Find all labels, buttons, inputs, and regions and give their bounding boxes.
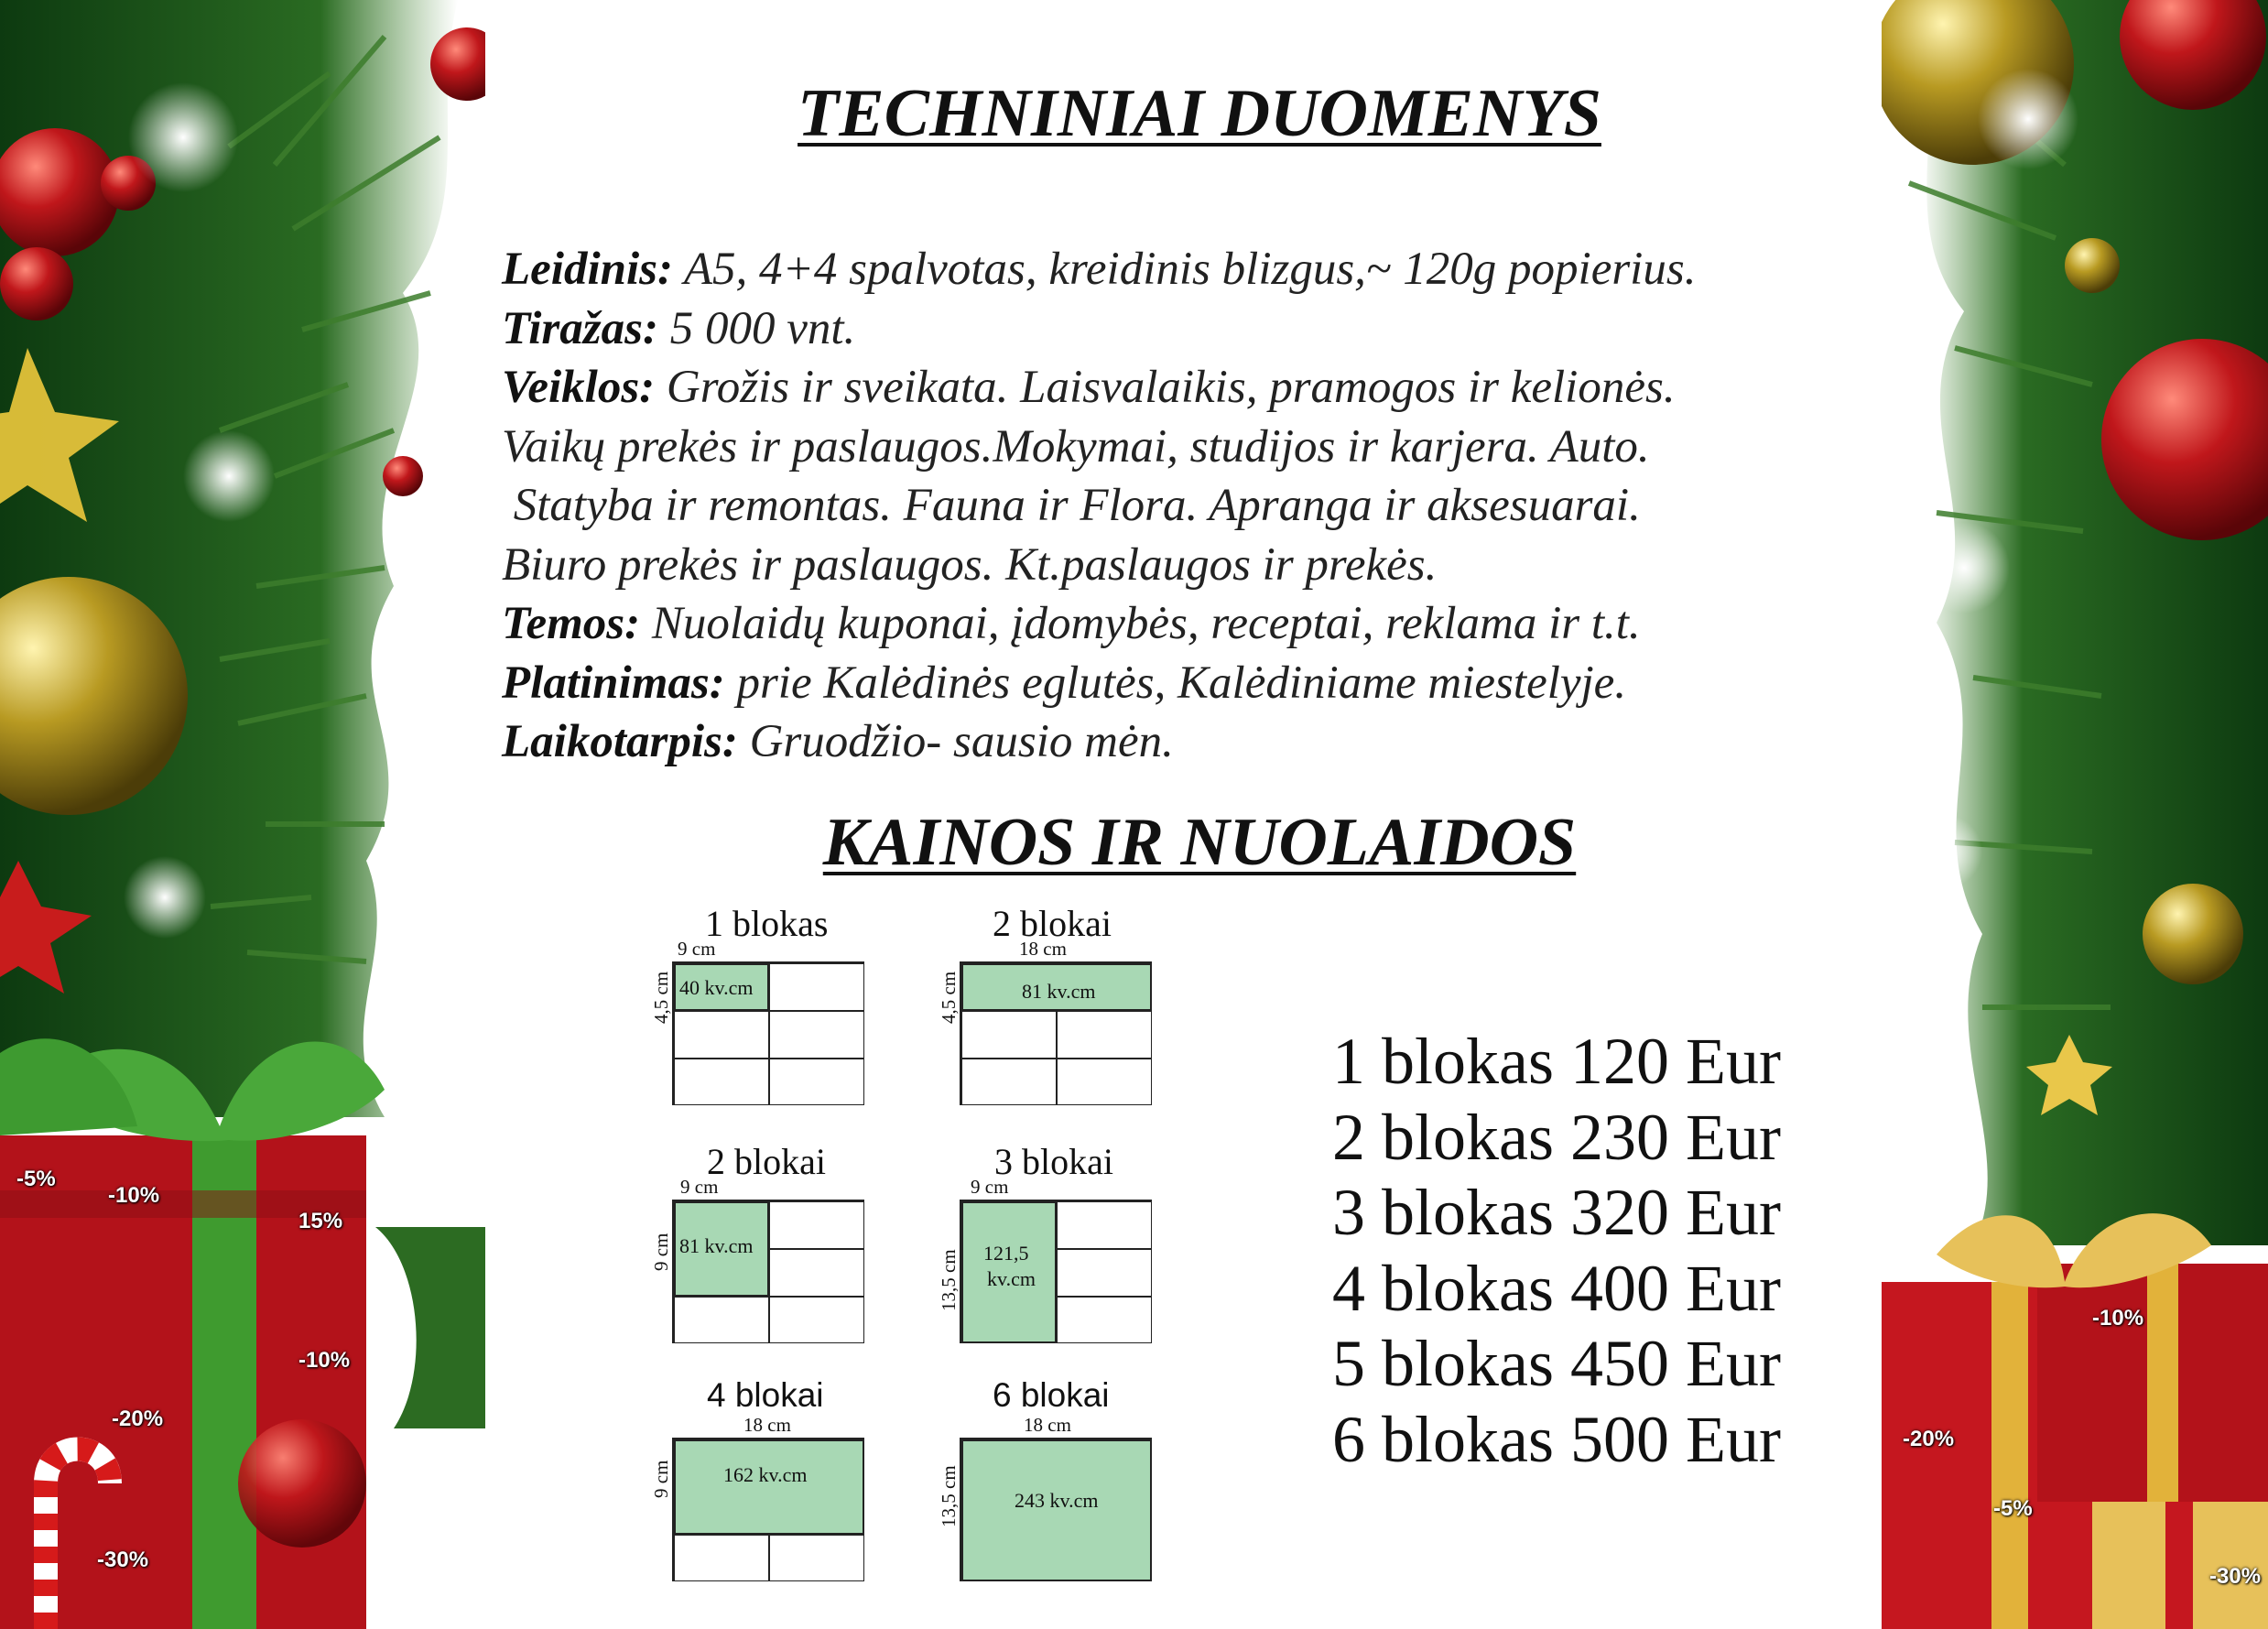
discount-tag: -20% — [112, 1406, 164, 1431]
price-item: 2 blokas 230 Eur — [1332, 1100, 1781, 1174]
grid-cell — [769, 1249, 864, 1297]
price-item: 1 blokas 120 Eur — [1332, 1025, 1781, 1098]
discount-tag: 15% — [298, 1209, 343, 1233]
area-label: 162 kv.cm — [723, 1463, 808, 1486]
block-diagram-1 — [641, 897, 879, 1117]
area-label: 243 kv.cm — [1015, 1489, 1099, 1512]
grid-cell — [674, 1011, 769, 1059]
height-label: 4,5 cm — [938, 971, 960, 1024]
block-diagram-3 — [641, 1135, 879, 1355]
occupied-area — [961, 1439, 1152, 1581]
spec-line — [502, 240, 1875, 299]
spec-label: Laikotarpis: — [502, 716, 738, 767]
discount-tag: -10% — [298, 1348, 351, 1373]
price-item: 5 blokas 450 Eur — [1332, 1327, 1781, 1400]
spec-line — [502, 654, 1875, 713]
spec-line — [502, 536, 1875, 595]
discount-tag: -30% — [2209, 1564, 2262, 1589]
width-label: 18 cm — [743, 1414, 791, 1436]
occupied-area — [961, 1201, 1057, 1343]
area-label: 40 kv.cm — [679, 976, 754, 999]
spec-text: A5, 4+4 spalvotas, kreidinis blizgus,~ 120g popierius. — [673, 244, 1697, 295]
grid-cell — [1057, 1249, 1152, 1297]
technical-data-title: TECHNINIAI DUOMENYS — [798, 76, 1601, 151]
area-label: 81 kv.cm — [1022, 980, 1096, 1003]
spec-label: Temos: — [502, 598, 641, 649]
discount-tag: -5% — [1993, 1496, 2033, 1521]
grid-cell — [769, 1535, 864, 1581]
spec-line — [502, 712, 1875, 772]
block-grid — [672, 1200, 864, 1343]
width-label: 18 cm — [1024, 1414, 1071, 1436]
height-label: 4,5 cm — [650, 971, 672, 1024]
grid-cell — [769, 1011, 864, 1059]
spec-text: Nuolaidų kuponai, įdomybės, receptai, reklama ir t.t. — [640, 598, 1641, 649]
block-grid — [672, 961, 864, 1105]
block-diagram-6 — [925, 1374, 1172, 1593]
width-label: 9 cm — [678, 938, 716, 960]
spec-text: Biuro prekės ir paslaugos. Kt.paslaugos ir prekės. — [502, 538, 1438, 591]
grid-cell — [1057, 1011, 1152, 1059]
grid-cell — [1057, 1059, 1152, 1105]
pine-garland-left-image — [0, 0, 485, 1629]
width-label: 18 cm — [1019, 938, 1067, 960]
spec-text: Grožis ir sveikata. Laisvalaikis, pramogos ir kelionės. — [655, 362, 1676, 413]
block-grid — [672, 1438, 864, 1581]
right-christmas-decoration — [1882, 0, 2268, 1629]
spec-text: 5 000 vnt. — [657, 302, 856, 354]
spec-label: Tiražas: — [502, 302, 658, 354]
grid-cell — [674, 1535, 769, 1581]
diagram-title: 4 blokai — [707, 1376, 824, 1414]
grid-cell — [674, 1059, 769, 1105]
grid-cell — [769, 1059, 864, 1105]
occupied-area — [961, 963, 1152, 1011]
grid-cell — [769, 963, 864, 1011]
discount-tag: -5% — [16, 1167, 56, 1191]
spec-label: Leidinis: — [502, 244, 673, 295]
height-label: 13,5 cm — [938, 1465, 960, 1527]
prices-discounts-title: KAINOS IR NUOLAIDOS — [822, 805, 1577, 880]
left-christmas-decoration — [0, 0, 485, 1629]
block-grid — [960, 961, 1152, 1105]
grid-cell — [769, 1297, 864, 1343]
block-diagram-5 — [641, 1374, 879, 1593]
spec-line — [502, 358, 1875, 418]
width-label: 9 cm — [971, 1176, 1009, 1198]
diagram-title: 3 blokai — [994, 1141, 1113, 1182]
spec-label: Platinimas: — [502, 657, 725, 709]
grid-cell — [961, 1011, 1057, 1059]
occupied-area — [674, 1201, 769, 1297]
price-list — [1332, 1024, 1781, 1477]
pine-garland-right-image — [1882, 0, 2268, 1629]
grid-cell — [1057, 1201, 1152, 1249]
grid-cell — [1057, 1297, 1152, 1343]
block-grid — [960, 1438, 1152, 1581]
spec-line — [502, 476, 1875, 536]
height-label: 9 cm — [650, 1460, 672, 1498]
spec-line — [502, 299, 1875, 359]
block-diagram-4 — [925, 1135, 1172, 1355]
diagram-title: 2 blokai — [707, 1141, 826, 1182]
spec-text: Vaikų prekės ir paslaugos.Mokymai, studijos ir karjera. Auto. — [502, 420, 1650, 472]
spec-text: Statyba ir remontas. Fauna ir Flora. Apranga ir aksesuarai. — [502, 480, 1641, 531]
height-label: 9 cm — [650, 1233, 672, 1271]
area-label: 81 kv.cm — [679, 1234, 754, 1257]
spec-line — [502, 594, 1875, 654]
occupied-area — [674, 1439, 864, 1535]
block-diagram-2 — [925, 897, 1172, 1117]
price-item: 6 blokas 500 Eur — [1332, 1402, 1781, 1476]
price-item: 3 blokas 320 Eur — [1332, 1176, 1781, 1249]
grid-cell — [961, 1059, 1057, 1105]
occupied-area — [674, 963, 769, 1011]
discount-tag: -20% — [1903, 1427, 1955, 1451]
grid-cell — [769, 1201, 864, 1249]
spec-line — [502, 418, 1875, 477]
technical-specs — [502, 240, 1875, 772]
area-label: kv.cm — [987, 1267, 1036, 1290]
discount-tag: -30% — [97, 1548, 149, 1572]
grid-cell — [674, 1297, 769, 1343]
spec-text: prie Kalėdinės eglutės, Kalėdiniame miestelyje. — [724, 657, 1627, 709]
spec-text: Gruodžio- sausio mėn. — [737, 716, 1174, 767]
diagram-title: 1 blokas — [705, 903, 829, 944]
height-label: 13,5 cm — [938, 1249, 960, 1311]
diagram-title: 6 blokai — [993, 1376, 1110, 1414]
discount-tag: -10% — [2092, 1306, 2144, 1330]
block-grid — [960, 1200, 1152, 1343]
price-item: 4 blokas 400 Eur — [1332, 1251, 1781, 1325]
width-label: 9 cm — [680, 1176, 719, 1198]
spec-label: Veiklos: — [502, 362, 656, 413]
discount-tag: -10% — [108, 1183, 160, 1208]
diagram-title: 2 blokai — [993, 903, 1112, 944]
area-label: 121,5 — [983, 1242, 1029, 1265]
